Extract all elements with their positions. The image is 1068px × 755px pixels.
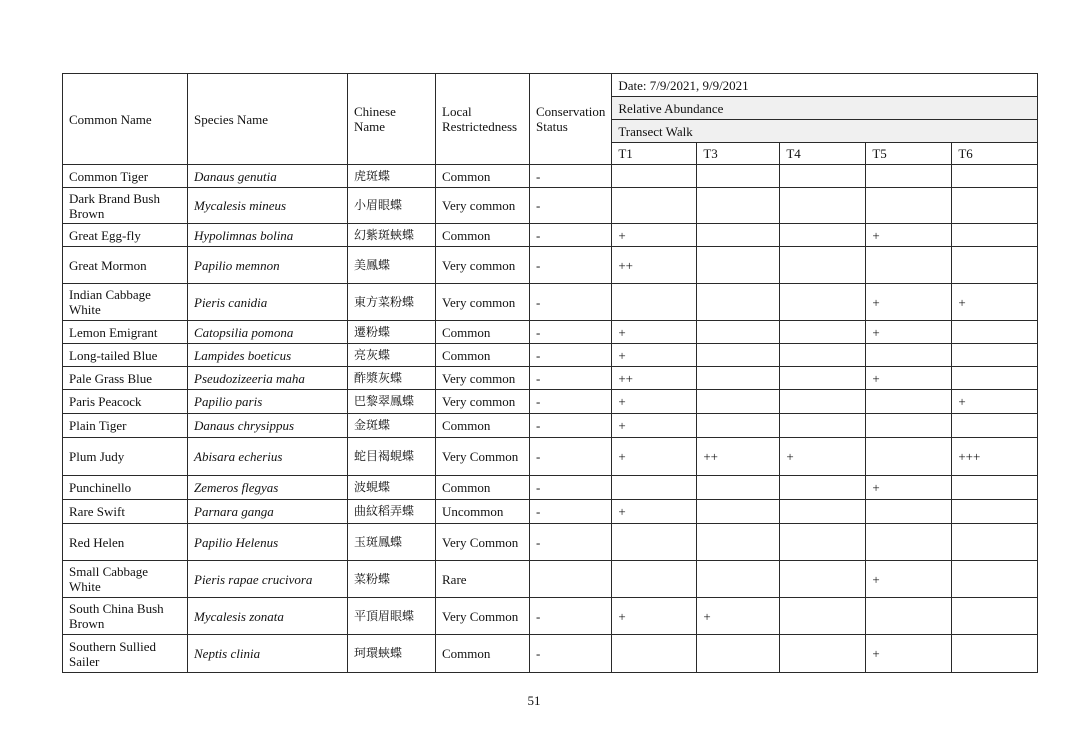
t1-abundance-cell: + xyxy=(612,390,697,414)
t1-abundance-cell xyxy=(612,188,697,224)
t3-abundance-cell xyxy=(697,635,780,673)
table-row xyxy=(63,165,1038,188)
t3-abundance-cell xyxy=(697,344,780,367)
common-name-cell: Lemon Emigrant xyxy=(63,321,188,344)
t3-abundance-cell xyxy=(697,165,780,188)
t4-abundance-cell xyxy=(780,635,866,673)
local-restrictedness-cell: Very common xyxy=(436,390,530,414)
t3-abundance-cell xyxy=(697,367,780,390)
local-restrictedness-cell: Very Common xyxy=(436,524,530,561)
conservation-status-cell: - xyxy=(530,524,612,561)
t5-abundance-cell: + xyxy=(866,561,952,598)
header-conservation-status: Conservation Status xyxy=(530,74,612,165)
common-name-cell: Great Mormon xyxy=(63,247,188,284)
common-name-cell: Pale Grass Blue xyxy=(63,367,188,390)
t1-abundance-cell xyxy=(612,476,697,500)
species-name-cell: Abisara echerius xyxy=(188,438,348,476)
t4-abundance-cell xyxy=(780,224,866,247)
header-local-restrictedness: Local Restrictedness xyxy=(436,74,530,165)
local-restrictedness-cell: Very common xyxy=(436,367,530,390)
common-name-cell: Long-tailed Blue xyxy=(63,344,188,367)
conservation-status-cell: - xyxy=(530,635,612,673)
local-restrictedness-cell: Common xyxy=(436,224,530,247)
chinese-name-cell: 酢漿灰蝶 xyxy=(348,367,436,390)
t3-abundance-cell xyxy=(697,247,780,284)
t1-abundance-cell: + xyxy=(612,224,697,247)
t3-abundance-cell xyxy=(697,390,780,414)
t6-abundance-cell: +++ xyxy=(952,438,1038,476)
chinese-name-cell: 虎斑蝶 xyxy=(348,165,436,188)
t1-abundance-cell: + xyxy=(612,414,697,438)
t3-abundance-cell xyxy=(697,188,780,224)
local-restrictedness-cell: Common xyxy=(436,414,530,438)
t6-abundance-cell xyxy=(952,188,1038,224)
header-common-name: Common Name xyxy=(63,74,188,165)
conservation-status-cell: - xyxy=(530,344,612,367)
table-row xyxy=(63,367,1038,390)
t1-abundance-cell xyxy=(612,561,697,598)
t6-abundance-cell xyxy=(952,247,1038,284)
local-restrictedness-cell: Very Common xyxy=(436,438,530,476)
t4-abundance-cell xyxy=(780,247,866,284)
header-chinese-name: Chinese Name xyxy=(348,74,436,165)
t6-abundance-cell xyxy=(952,414,1038,438)
t4-abundance-cell xyxy=(780,500,866,524)
local-restrictedness-cell: Common xyxy=(436,344,530,367)
common-name-cell: Great Egg-fly xyxy=(63,224,188,247)
chinese-name-cell: 蛇目褐蜆蝶 xyxy=(348,438,436,476)
t4-abundance-cell xyxy=(780,598,866,635)
table-row xyxy=(63,414,1038,438)
t5-abundance-cell xyxy=(866,500,952,524)
t6-abundance-cell xyxy=(952,500,1038,524)
t4-abundance-cell xyxy=(780,561,866,598)
t4-abundance-cell xyxy=(780,321,866,344)
t5-abundance-cell: + xyxy=(866,367,952,390)
local-restrictedness-cell: Rare xyxy=(436,561,530,598)
conservation-status-cell: - xyxy=(530,165,612,188)
header-t4: T4 xyxy=(780,143,866,165)
species-name-cell: Parnara ganga xyxy=(188,500,348,524)
common-name-cell: Punchinello xyxy=(63,476,188,500)
t1-abundance-cell: + xyxy=(612,321,697,344)
header-date: Date: 7/9/2021, 9/9/2021 xyxy=(612,74,1038,97)
table-row xyxy=(63,224,1038,247)
common-name-cell: Red Helen xyxy=(63,524,188,561)
table-row xyxy=(63,598,1038,635)
common-name-cell: Small Cabbage White xyxy=(63,561,188,598)
table-header xyxy=(63,74,1038,165)
common-name-cell: Dark Brand Bush Brown xyxy=(63,188,188,224)
t4-abundance-cell xyxy=(780,476,866,500)
t6-abundance-cell: + xyxy=(952,390,1038,414)
table-row xyxy=(63,390,1038,414)
table-row xyxy=(63,476,1038,500)
t5-abundance-cell xyxy=(866,344,952,367)
t3-abundance-cell: + xyxy=(697,598,780,635)
table-row xyxy=(63,284,1038,321)
local-restrictedness-cell: Very common xyxy=(436,188,530,224)
t5-abundance-cell: + xyxy=(866,635,952,673)
table-row xyxy=(63,500,1038,524)
species-name-cell: Zemeros flegyas xyxy=(188,476,348,500)
t1-abundance-cell: ++ xyxy=(612,367,697,390)
header-t6: T6 xyxy=(952,143,1038,165)
local-restrictedness-cell: Common xyxy=(436,321,530,344)
t4-abundance-cell xyxy=(780,390,866,414)
t3-abundance-cell xyxy=(697,284,780,321)
species-name-cell: Papilio paris xyxy=(188,390,348,414)
conservation-status-cell: - xyxy=(530,390,612,414)
conservation-status-cell: - xyxy=(530,321,612,344)
t1-abundance-cell xyxy=(612,524,697,561)
t3-abundance-cell xyxy=(697,321,780,344)
t6-abundance-cell xyxy=(952,321,1038,344)
species-name-cell: Papilio Helenus xyxy=(188,524,348,561)
t3-abundance-cell xyxy=(697,224,780,247)
t6-abundance-cell xyxy=(952,598,1038,635)
common-name-cell: Plum Judy xyxy=(63,438,188,476)
common-name-cell: South China Bush Brown xyxy=(63,598,188,635)
table-body xyxy=(63,165,1038,673)
t3-abundance-cell xyxy=(697,524,780,561)
header-transect-walk: Transect Walk xyxy=(612,120,1038,143)
chinese-name-cell: 珂環蛺蝶 xyxy=(348,635,436,673)
header-relative-abundance: Relative Abundance xyxy=(612,97,1038,120)
local-restrictedness-cell: Uncommon xyxy=(436,500,530,524)
t4-abundance-cell xyxy=(780,414,866,438)
header-t3: T3 xyxy=(697,143,780,165)
table-row xyxy=(63,561,1038,598)
t5-abundance-cell: + xyxy=(866,224,952,247)
species-name-cell: Neptis clinia xyxy=(188,635,348,673)
t4-abundance-cell: + xyxy=(780,438,866,476)
common-name-cell: Indian Cabbage White xyxy=(63,284,188,321)
t1-abundance-cell xyxy=(612,284,697,321)
species-name-cell: Danaus chrysippus xyxy=(188,414,348,438)
t4-abundance-cell xyxy=(780,524,866,561)
chinese-name-cell: 玉斑鳳蝶 xyxy=(348,524,436,561)
species-name-cell: Pieris rapae crucivora xyxy=(188,561,348,598)
common-name-cell: Paris Peacock xyxy=(63,390,188,414)
table-row xyxy=(63,524,1038,561)
t5-abundance-cell xyxy=(866,188,952,224)
t4-abundance-cell xyxy=(780,165,866,188)
conservation-status-cell: - xyxy=(530,598,612,635)
chinese-name-cell: 亮灰蝶 xyxy=(348,344,436,367)
local-restrictedness-cell: Common xyxy=(436,165,530,188)
species-name-cell: Pieris canidia xyxy=(188,284,348,321)
chinese-name-cell: 波蜆蝶 xyxy=(348,476,436,500)
conservation-status-cell: - xyxy=(530,367,612,390)
conservation-status-cell: - xyxy=(530,247,612,284)
t6-abundance-cell xyxy=(952,224,1038,247)
t6-abundance-cell xyxy=(952,524,1038,561)
chinese-name-cell: 小眉眼蝶 xyxy=(348,188,436,224)
t6-abundance-cell xyxy=(952,344,1038,367)
species-name-cell: Danaus genutia xyxy=(188,165,348,188)
t1-abundance-cell: + xyxy=(612,500,697,524)
t6-abundance-cell xyxy=(952,367,1038,390)
chinese-name-cell: 巴黎翠鳳蝶 xyxy=(348,390,436,414)
table-row xyxy=(63,635,1038,673)
chinese-name-cell: 幻紫斑蛺蝶 xyxy=(348,224,436,247)
t3-abundance-cell xyxy=(697,476,780,500)
local-restrictedness-cell: Common xyxy=(436,635,530,673)
t1-abundance-cell: + xyxy=(612,344,697,367)
local-restrictedness-cell: Very common xyxy=(436,284,530,321)
t3-abundance-cell xyxy=(697,414,780,438)
conservation-status-cell: - xyxy=(530,438,612,476)
t5-abundance-cell: + xyxy=(866,321,952,344)
local-restrictedness-cell: Common xyxy=(436,476,530,500)
t5-abundance-cell xyxy=(866,247,952,284)
t1-abundance-cell xyxy=(612,165,697,188)
page-number: 51 xyxy=(527,693,541,708)
t4-abundance-cell xyxy=(780,284,866,321)
t6-abundance-cell xyxy=(952,561,1038,598)
butterfly-survey-table xyxy=(62,73,1038,673)
common-name-cell: Rare Swift xyxy=(63,500,188,524)
t1-abundance-cell: + xyxy=(612,438,697,476)
conservation-status-cell: - xyxy=(530,414,612,438)
header-t5: T5 xyxy=(866,143,952,165)
table-row xyxy=(63,188,1038,224)
table-row xyxy=(63,438,1038,476)
t5-abundance-cell xyxy=(866,165,952,188)
common-name-cell: Southern Sullied Sailer xyxy=(63,635,188,673)
table-row xyxy=(63,247,1038,284)
t4-abundance-cell xyxy=(780,344,866,367)
conservation-status-cell: - xyxy=(530,224,612,247)
chinese-name-cell: 美鳳蝶 xyxy=(348,247,436,284)
local-restrictedness-cell: Very common xyxy=(436,247,530,284)
chinese-name-cell: 曲紋稻弄蝶 xyxy=(348,500,436,524)
species-name-cell: Catopsilia pomona xyxy=(188,321,348,344)
t5-abundance-cell xyxy=(866,438,952,476)
t6-abundance-cell xyxy=(952,165,1038,188)
t3-abundance-cell xyxy=(697,561,780,598)
table-row xyxy=(63,344,1038,367)
t1-abundance-cell: + xyxy=(612,598,697,635)
t3-abundance-cell: ++ xyxy=(697,438,780,476)
chinese-name-cell: 遷粉蝶 xyxy=(348,321,436,344)
species-name-cell: Hypolimnas bolina xyxy=(188,224,348,247)
species-name-cell: Papilio memnon xyxy=(188,247,348,284)
conservation-status-cell: - xyxy=(530,476,612,500)
chinese-name-cell: 平頂眉眼蝶 xyxy=(348,598,436,635)
species-name-cell: Pseudozizeeria maha xyxy=(188,367,348,390)
chinese-name-cell: 菜粉蝶 xyxy=(348,561,436,598)
t5-abundance-cell: + xyxy=(866,476,952,500)
species-name-cell: Lampides boeticus xyxy=(188,344,348,367)
t6-abundance-cell xyxy=(952,635,1038,673)
conservation-status-cell: - xyxy=(530,500,612,524)
conservation-status-cell: - xyxy=(530,284,612,321)
t5-abundance-cell: + xyxy=(866,284,952,321)
t5-abundance-cell xyxy=(866,524,952,561)
local-restrictedness-cell: Very Common xyxy=(436,598,530,635)
t1-abundance-cell xyxy=(612,635,697,673)
t5-abundance-cell xyxy=(866,598,952,635)
t1-abundance-cell: ++ xyxy=(612,247,697,284)
common-name-cell: Plain Tiger xyxy=(63,414,188,438)
table-row xyxy=(63,321,1038,344)
common-name-cell: Common Tiger xyxy=(63,165,188,188)
header-species-name: Species Name xyxy=(188,74,348,165)
conservation-status-cell xyxy=(530,561,612,598)
t6-abundance-cell: + xyxy=(952,284,1038,321)
t5-abundance-cell xyxy=(866,390,952,414)
t4-abundance-cell xyxy=(780,188,866,224)
chinese-name-cell: 金斑蝶 xyxy=(348,414,436,438)
t5-abundance-cell xyxy=(866,414,952,438)
species-name-cell: Mycalesis mineus xyxy=(188,188,348,224)
t4-abundance-cell xyxy=(780,367,866,390)
species-name-cell: Mycalesis zonata xyxy=(188,598,348,635)
conservation-status-cell: - xyxy=(530,188,612,224)
header-t1: T1 xyxy=(612,143,697,165)
t3-abundance-cell xyxy=(697,500,780,524)
chinese-name-cell: 東方菜粉蝶 xyxy=(348,284,436,321)
t6-abundance-cell xyxy=(952,476,1038,500)
